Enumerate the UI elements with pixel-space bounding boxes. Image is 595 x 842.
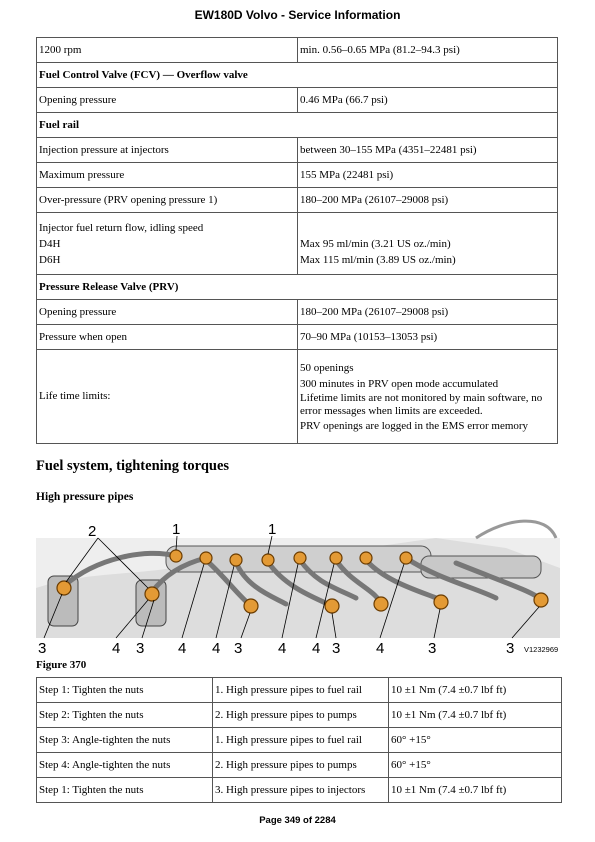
nut [230,554,242,566]
table-row [37,753,562,778]
callout-label: 4 [112,640,121,657]
callout-label: 4 [212,640,221,657]
spec-value [298,350,558,444]
spec-value: 0.46 MPa (66.7 psi) [298,88,558,113]
section-heading-fcv: Fuel Control Valve (FCV) — Overflow valve [37,63,558,88]
nut [434,595,448,609]
nut [145,587,159,601]
table-row [37,325,558,350]
callout-label: 3 [506,640,515,657]
torque-item: 2. High pressure pipes to pumps [213,703,389,728]
torque-value: 10 ±1 Nm (7.4 ±0.7 lbf ft) [389,678,562,703]
value-line: 300 minutes in PRV open mode accumulated [300,377,499,390]
torque-item: 1. High pressure pipes to fuel rail [213,678,389,703]
table-row [37,728,562,753]
table-section-row [37,63,558,88]
spec-value: between 30–155 MPa (4351–22481 psi) [298,138,558,163]
section-title: Fuel system, tightening torques [36,458,230,474]
callout-label: 4 [376,640,385,657]
value-line: 50 openings [300,361,354,374]
callout-label: 4 [312,640,321,657]
page-footer: Page 349 of 2284 [259,815,336,826]
torque-value: 10 ±1 Nm (7.4 ±0.7 lbf ft) [389,703,562,728]
nut [330,552,342,564]
spec-value: min. 0.56–0.65 MPa (81.2–94.3 psi) [298,38,558,63]
nut [262,554,274,566]
callout-label: 3 [332,640,341,657]
nut [244,599,258,613]
spec-label: Opening pressure [37,300,298,325]
torque-value: 10 ±1 Nm (7.4 ±0.7 lbf ft) [389,778,562,803]
figure-id: V1232969 [524,645,559,654]
torque-value: 60° +15° [389,728,562,753]
spec-label: Over-pressure (PRV opening pressure 1) [37,188,298,213]
callout-label: 2 [88,523,97,540]
nut [325,599,339,613]
nut [170,550,182,562]
torque-table [36,677,562,803]
spec-label: Pressure when open [37,325,298,350]
torque-step: Step 1: Tighten the nuts [37,778,213,803]
page-header: EW180D Volvo - Service Information [194,8,401,22]
table-row [37,38,558,63]
spec-label: Injection pressure at injectors [37,138,298,163]
table-section-row [37,113,558,138]
torque-step: Step 3: Angle-tighten the nuts [37,728,213,753]
fuel-spec-table [36,37,558,444]
spec-value: 155 MPa (22481 psi) [298,163,558,188]
nut [57,581,71,595]
torque-step: Step 4: Angle-tighten the nuts [37,753,213,778]
value-line: Max 115 ml/min (3.89 US oz./min) [300,253,456,266]
spec-label: 1200 rpm [37,38,298,63]
table-row [37,703,562,728]
spec-label: Maximum pressure [37,163,298,188]
spec-value: 70–90 MPa (10153–13053 psi) [298,325,558,350]
callout-label: 4 [278,640,287,657]
figure-caption: Figure 370 [36,659,87,671]
torque-value: 60° +15° [389,753,562,778]
nut [294,552,306,564]
subsection-title: High pressure pipes [36,491,134,503]
table-row [37,163,558,188]
torque-step: Step 2: Tighten the nuts [37,703,213,728]
spec-label: Life time limits: [37,350,298,444]
cable [476,521,556,538]
label-line: D4H [39,237,61,250]
section-heading-fuel-rail: Fuel rail [37,113,558,138]
callout-label: 3 [38,640,47,657]
torque-step: Step 1: Tighten the nuts [37,678,213,703]
torque-item: 3. High pressure pipes to injectors [213,778,389,803]
nut [534,593,548,607]
high-pressure-pipes-figure [36,518,560,658]
value-line: Max 95 ml/min (3.21 US oz./min) [300,237,451,250]
table-row [37,138,558,163]
callout-label: 3 [234,640,243,657]
nut [400,552,412,564]
table-row [37,350,558,444]
spec-value: 180–200 MPa (26107–29008 psi) [298,300,558,325]
table-section-row [37,275,558,300]
table-row [37,778,562,803]
callout-label: 4 [178,640,187,657]
spec-label: Opening pressure [37,88,298,113]
value-line: Lifetime limits are not monitored by main software, no error messages when limits are exceeded. [300,391,543,417]
nut [374,597,388,611]
table-row [37,188,558,213]
section-heading-prv: Pressure Release Valve (PRV) [37,275,558,300]
table-row [37,213,558,275]
torque-item: 2. High pressure pipes to pumps [213,753,389,778]
spec-value [298,213,558,275]
table-row [37,678,562,703]
spec-value: 180–200 MPa (26107–29008 psi) [298,188,558,213]
spec-label [37,213,298,275]
callout-label: 3 [136,640,145,657]
value-line [300,220,555,236]
callout-label: 1 [172,521,181,538]
label-line: Injector fuel return flow, idling speed [39,221,204,234]
torque-item: 1. High pressure pipes to fuel rail [213,728,389,753]
nut [200,552,212,564]
label-line: D6H [39,253,61,266]
table-row [37,88,558,113]
callout-label: 1 [268,521,277,538]
table-row [37,300,558,325]
callout-label: 3 [428,640,437,657]
value-line: PRV openings are logged in the EMS error memory [300,419,529,432]
nut [360,552,372,564]
